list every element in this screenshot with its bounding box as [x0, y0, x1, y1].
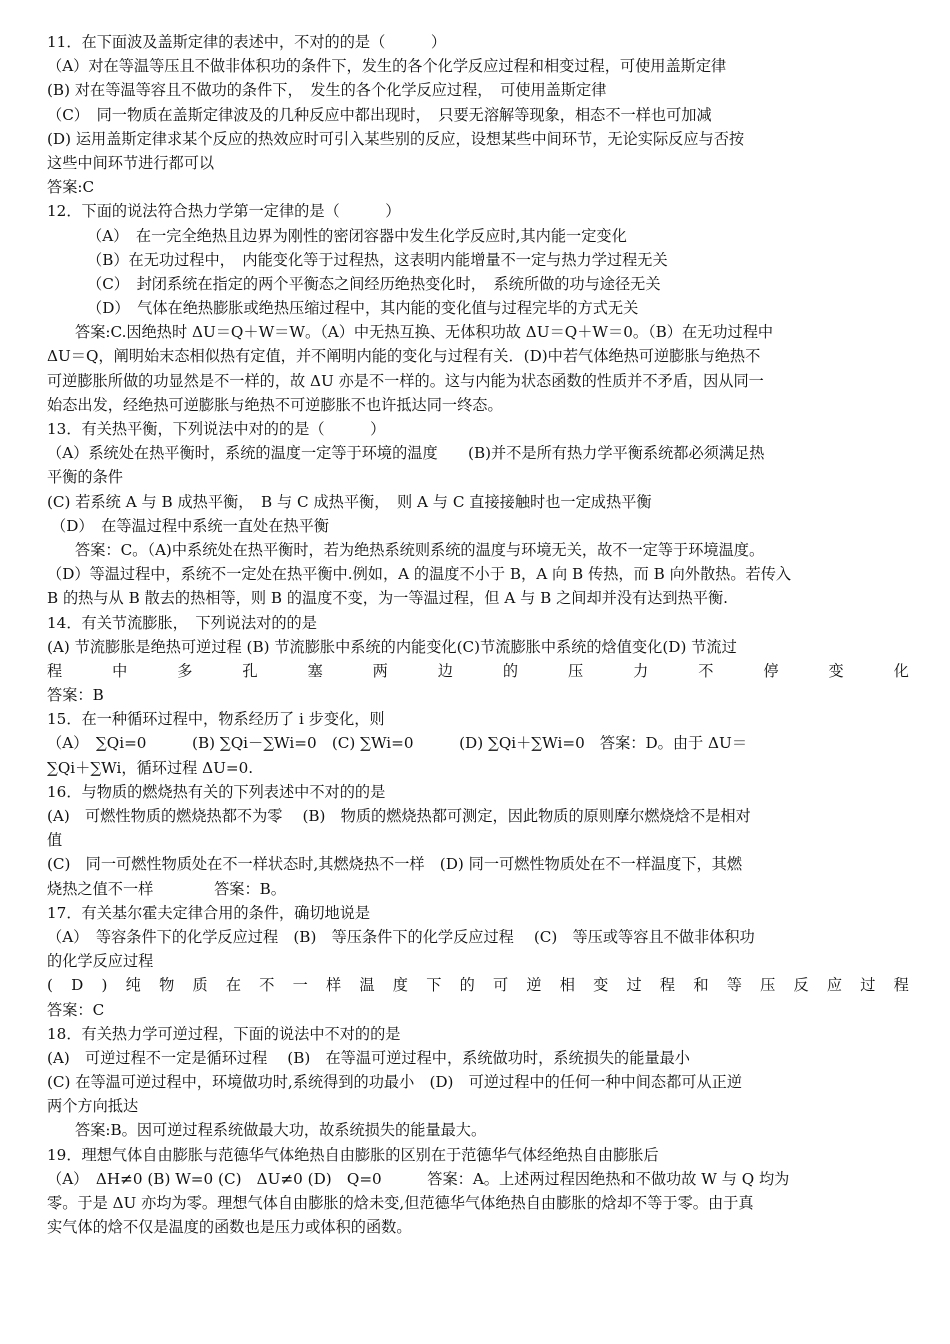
q12-option-b: （B）在无功过程中， 内能变化等于过程热，这表明内能增量不一定与热力学过程无关 — [87, 250, 668, 269]
spread-char: 应 — [826, 976, 843, 995]
q14-option-d-cont — [47, 659, 909, 683]
spread-char: 过 — [860, 976, 876, 995]
q12-option-c: （C） 封闭系统在指定的两个平衡态之间经历绝热变化时， 系统所做的功与途径无关 — [87, 274, 661, 293]
q14-title: 14．有关节流膨胀， 下列说法对的的是 — [47, 613, 317, 632]
q17-option-c-cont: 的化学反应过程 — [47, 952, 154, 971]
q16-title: 16．与物质的燃烧热有关的下列表述中不对的的是 — [47, 782, 386, 801]
q11-option-d-cont: 这些中间环节进行都可以 — [47, 153, 215, 172]
q11-option-c: （C） 同一物质在盖斯定律波及的几种反应中都出现时， 只要无溶解等现象，相态不一样也可加减 — [47, 105, 712, 124]
q11-answer: 答案:C — [47, 178, 95, 197]
spread-char: 孔 — [242, 661, 258, 680]
spread-char: 等 — [726, 976, 742, 995]
q19-answer-cont-1: 零。于是 ΔU 亦均为零。理想气体自由膨胀的焓未变,但范德华气体绝热自由膨胀的焓却不等于零。由于真 — [47, 1194, 754, 1212]
spread-char: 变 — [828, 661, 844, 680]
q15-answer-cont: ∑Qi＋∑Wi，循环过程 ΔU=0. — [47, 758, 254, 777]
q12-option-d: （D） 气体在绝热膨胀或绝热压缩过程中，其内能的变化值与过程完毕的方式无关 — [87, 299, 639, 318]
q18-option-cd: (C) 在等温可逆过程中，环境做功时,系统得到的功最小 (D) 可逆过程中的任何一种中间态都可从正逆 — [47, 1073, 743, 1092]
spread-char: 程 — [893, 976, 909, 995]
spread-char: ( — [47, 976, 53, 995]
q13-option-ab: （A）系统处在热平衡时，系统的温度一定等于环境的温度 (B)并不是所有热力学平衡系统都必须满足热 — [47, 444, 765, 463]
spread-char: 力 — [633, 661, 649, 680]
document-page — [47, 30, 909, 1239]
q18-option-d-cont: 两个方向抵达 — [47, 1097, 139, 1116]
q11-option-b: (B) 对在等温等容且不做功的条件下， 发生的各个化学反应过程， 可使用盖斯定律 — [47, 81, 607, 100]
q17-options-abc: （A） 等容条件下的化学反应过程 (B) 等压条件下的化学反应过程 (C) 等压或等容且不做非体积功 — [47, 927, 755, 946]
q12-answer-cont-1: ΔU＝Q，阐明始末态相似热有定值，并不阐明内能的变化与过程有关．(D)中若气体绝热可逆膨胀与绝热不 — [47, 347, 761, 366]
q12-title: 12．下面的说法符合热力学第一定律的是（ ） — [47, 202, 401, 221]
spread-char: 和 — [693, 976, 709, 995]
q15-options: （A） ∑Qi=0 (B) ∑Qi－∑Wi=0 (C) ∑Wi=0 (D) ∑Qi＋∑Wi=0 答案：D。由于 ΔU＝ — [47, 734, 748, 753]
q17-title: 17．有关基尔霍夫定律合用的条件，确切地说是 — [47, 903, 371, 922]
spread-char: 样 — [326, 976, 342, 995]
q11-title: 11．在下面波及盖斯定律的表述中，不对的的是（ ） — [47, 33, 447, 51]
spread-char: 在 — [225, 976, 242, 995]
spread-char: 压 — [568, 661, 584, 680]
spread-char: 两 — [372, 661, 388, 680]
q11-option-d: (D) 运用盖斯定律求某个反应的热效应时可引入某些别的反应，设想某些中间环节，无论实际反应与否按 — [47, 129, 745, 148]
spread-char: 一 — [292, 976, 308, 995]
q18-option-ab: (A) 可逆过程不一定是循环过程 (B) 在等温可逆过程中，系统做功时，系统损失的能量最小 — [47, 1048, 690, 1067]
spread-char: 程 — [659, 976, 676, 995]
spread-char: 程 — [47, 661, 63, 680]
q18-title: 18．有关热力学可逆过程，下面的说法中不对的的是 — [47, 1024, 401, 1043]
q19-options: （A） ΔH≠0 (B) W=0 (C) ΔU≠0 (D) Q=0 答案：A。上述两过程因绝热和不做功故 W 与 Q 均为 — [47, 1169, 790, 1188]
spread-char: 不 — [259, 976, 275, 995]
spread-char: 可 — [492, 976, 509, 995]
q19-title: 19．理想气体自由膨胀与范德华气体绝热自由膨胀的区别在于范德华气体经绝热自由膨胀后 — [47, 1145, 659, 1164]
q16-option-cd: (C) 同一可燃性物质处在不一样状态时,其燃烧热不一样 (D) 同一可燃性物质处在不一样温度下，其燃 — [47, 855, 743, 874]
spread-char: 压 — [760, 976, 776, 995]
q13-answer: 答案：C。（A)中系统处在热平衡时，若为绝热系统则系统的温度与环境无关，故不一定等于环境温度。 — [75, 540, 765, 559]
q13-answer-cont-2: B 的热与从 B 散去的热相等，则 B 的温度不变，为一等温过程，但 A 与 B 之间却并没有达到热平衡. — [47, 589, 729, 608]
q13-title: 13．有关热平衡，下列说法中对的的是（ ） — [47, 420, 386, 438]
q16-option-ab: (A) 可燃性物质的燃烧热都不为零 (B) 物质的燃烧热都可测定，因此物质的原则摩尔燃烧焓不是相对 — [47, 807, 751, 825]
q13-option-d: （D） 在等温过程中系统一直处在热平衡 — [51, 516, 329, 535]
q17-answer: 答案：C — [47, 1000, 105, 1019]
spread-char: 相 — [559, 976, 575, 995]
spread-char: ) — [101, 976, 108, 995]
q13-option-c: (C) 若系统 A 与 B 成热平衡， B 与 C 成热平衡， 则 A 与 C 直接接触时也一定成热平衡 — [47, 492, 652, 511]
q12-answer-cont-2: 可逆膨胀所做的功显然是不一样的，故 ΔU 亦是不一样的。这与内能为状态函数的性质并不矛盾，因从同一 — [47, 371, 764, 390]
q12-option-a: （A） 在一完全绝热且边界为刚性的密闭容器中发生化学反应时,其内能一定变化 — [87, 226, 627, 245]
q16-option-b-cont: 值 — [47, 831, 63, 850]
spread-char: 塞 — [307, 661, 323, 680]
spread-char: 纯 — [125, 976, 141, 995]
spread-char: 过 — [626, 976, 642, 995]
spread-char: 不 — [698, 661, 714, 680]
spread-char: 的 — [459, 976, 475, 995]
spread-char: 逆 — [526, 976, 542, 995]
q14-answer: 答案：B — [47, 686, 104, 705]
spread-char: 化 — [893, 661, 909, 680]
q19-answer-cont-2: 实气体的焓不仅是温度的函数也是压力或体积的函数。 — [47, 1218, 412, 1237]
spread-char: 停 — [763, 661, 779, 680]
spread-char: 的 — [502, 661, 519, 680]
q18-answer: 答案:B。因可逆过程系统做最大功，故系统损失的能量最大。 — [75, 1121, 487, 1140]
spread-char: 边 — [437, 661, 453, 680]
spread-char: 多 — [177, 661, 193, 680]
spread-char: 物 — [159, 976, 175, 995]
q13-option-b-cont: 平衡的条件 — [47, 468, 123, 487]
spread-char: 变 — [593, 976, 609, 995]
q17-option-d — [47, 973, 909, 997]
spread-char: D — [71, 976, 84, 995]
q15-title: 15．在一种循环过程中，物系经历了 i 步变化，则 — [47, 710, 385, 729]
q14-options: (A) 节流膨胀是绝热可逆过程 (B) 节流膨胀中系统的内能变化(C)节流膨胀中系统的焓值变化(D) 节流过 — [47, 637, 737, 656]
q11-option-a: （A）对在等温等压且不做非体积功的条件下，发生的各个化学反应过程和相变过程，可使用盖斯定律 — [47, 57, 727, 76]
q13-answer-cont-1: （D）等温过程中，系统不一定处在热平衡中.例如，A 的温度不小于 B，A 向 B 传热，而 B 向外散热。若传入 — [47, 565, 792, 584]
spread-char: 温 — [359, 976, 375, 995]
q12-answer: 答案:C.因绝热时 ΔU＝Q＋W＝W。（A）中无热互换、无体积功故 ΔU＝Q＋W＝0。（B）在无功过程中 — [75, 323, 774, 342]
spread-char: 下 — [426, 976, 442, 995]
spread-char: 质 — [192, 976, 208, 995]
spread-char: 反 — [793, 976, 809, 995]
q12-answer-cont-3: 始态出发，经绝热可逆膨胀与绝热不可逆膨胀不也许抵达同一终态。 — [47, 395, 503, 414]
spread-char: 中 — [112, 661, 128, 680]
q16-answer: 烧热之值不一样 答案：B。 — [47, 879, 286, 898]
spread-char: 度 — [392, 976, 408, 995]
